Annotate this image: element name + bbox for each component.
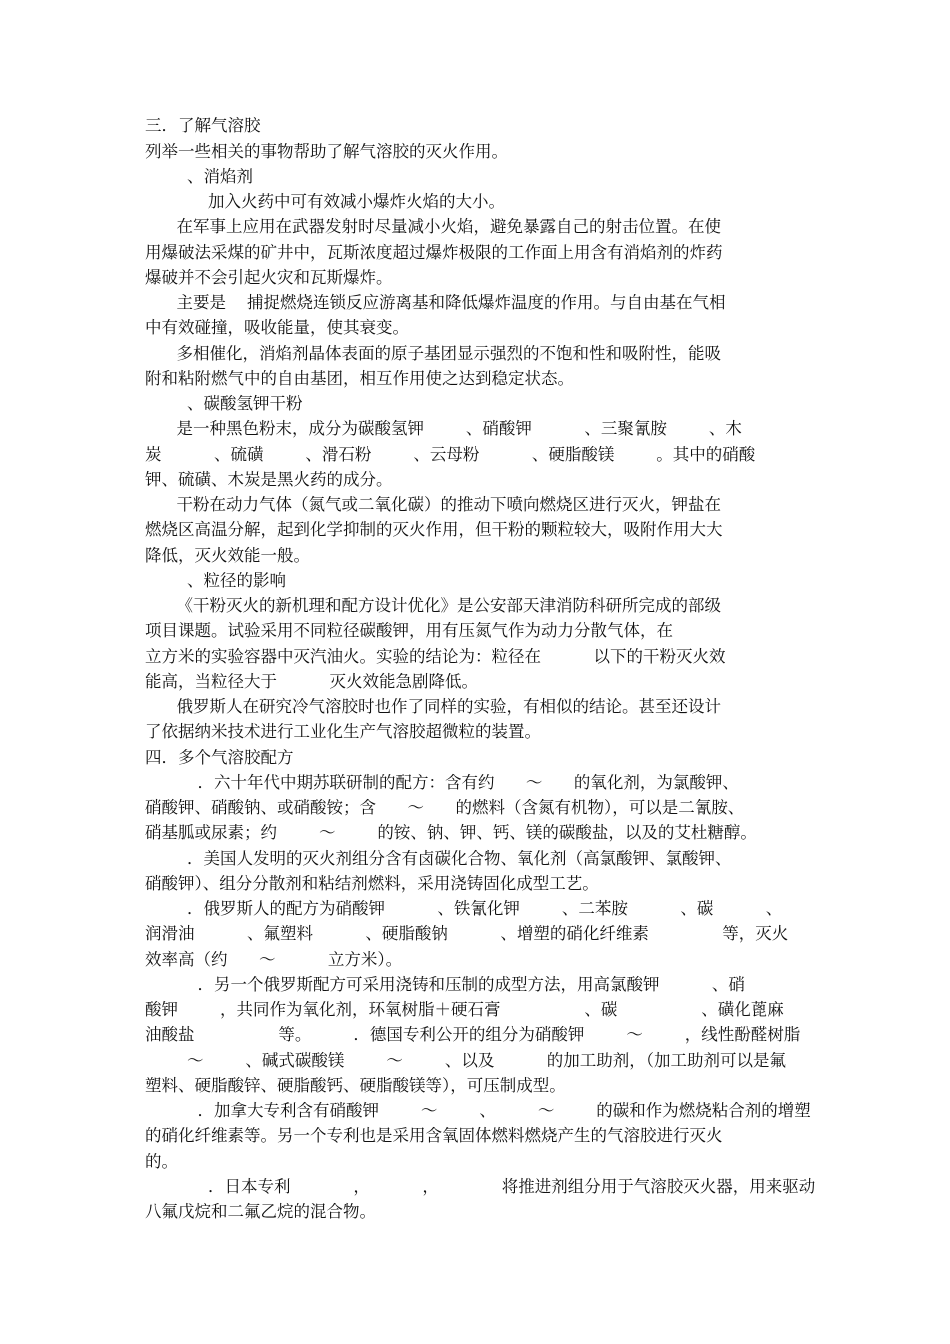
paragraph-line: 主要是 捕捉燃烧连锁反应游离基和降低爆炸温度的作用。与自由基在气相 — [145, 293, 726, 312]
paragraph-line: 加入火药中可有效减小爆炸火焰的大小。 — [145, 192, 505, 211]
paragraph-line: 硝酸钾）、组分分散剂和粘结剂燃料，采用浇铸固化成型工艺。 — [145, 874, 599, 893]
subsection-heading: 、消焰剂 — [145, 167, 253, 186]
paragraph-line: 了依据纳米技术进行工业化生产气溶胶超微粒的装置。 — [145, 722, 541, 741]
paragraph-line: 俄罗斯人在研究冷气溶胶时也作了同样的实验，有相似的结论。甚至还设计 — [145, 697, 721, 716]
paragraph-line: 的。 — [145, 1152, 178, 1171]
paragraph-line: 干粉在动力气体（氮气或二氧化碳）的推动下喷向燃烧区进行灭火，钾盐在 — [145, 495, 721, 514]
paragraph-line: ．俄罗斯人的配方为硝酸钾 、铁氰化钾 、二苯胺 、碳 、 — [145, 899, 783, 918]
paragraph-line: ．六十年代中期苏联研制的配方：含有约 ～ 的氧化剂，为氯酸钾、 — [145, 773, 739, 792]
paragraph-line: 的硝化纤维素等。另一个专利也是采用含氧固体燃料燃烧产生的气溶胶进行灭火 — [145, 1126, 723, 1145]
paragraph-line: 润滑油 、氟塑料 、硬脂酸钠 、增塑的硝化纤维素 等，灭火 — [145, 924, 789, 943]
section-heading: 三．了解气溶胶 — [145, 116, 261, 135]
paragraph-line: 用爆破法采煤的矿井中，瓦斯浓度超过爆炸极限的工作面上用含有消焰剂的炸药 — [145, 243, 723, 262]
paragraph-line: ．日本专利 ， ， 将推进剂组分用于气溶胶灭火器，用来驱动 — [145, 1177, 816, 1196]
paragraph-line: 爆破并不会引起火灾和瓦斯爆炸。 — [145, 268, 393, 287]
paragraph-line: 塑料、硬脂酸锌、硬脂酸钙、硬脂酸镁等），可压制成型。 — [145, 1076, 566, 1095]
paragraph-line: 列举一些相关的事物帮助了解气溶胶的灭火作用。 — [145, 142, 508, 161]
paragraph-line: 《干粉灭火的新机理和配方设计优化》是公安部天津消防科研所完成的部级 — [145, 596, 721, 615]
paragraph-line: 钾、硫磺、木炭是黑火药的成分。 — [145, 470, 393, 489]
paragraph-line: 是一种黑色粉末，成分为碳酸氢钾 、硝酸钾 、三聚氰胺 、木 — [145, 419, 742, 438]
paragraph-line: 在军事上应用在武器发射时尽量减小火焰，避免暴露自己的射击位置。在使 — [145, 217, 721, 236]
paragraph-line: ．加拿大专利含有硝酸钾 ～ 、 ～ 的碳和作为燃烧粘合剂的增塑 — [145, 1101, 811, 1120]
paragraph-line: 硝酸钾、硝酸钠、或硝酸铵；含 ～ 的燃料（含氮有机物），可以是二氰胺、 — [145, 798, 745, 817]
paragraph-line: 多相催化，消焰剂晶体表面的原子基团显示强烈的不饱和性和吸附性，能吸 — [145, 344, 721, 363]
paragraph-line: 附和粘附燃气中的自由基团，相互作用使之达到稳定状态。 — [145, 369, 574, 388]
paragraph-line: 硝基胍或尿素；约 ～ 的铵、钠、钾、钙、镁的碳酸盐，以及的艾杜糖醇。 — [145, 823, 757, 842]
paragraph-line: ．美国人发明的灭火剂组分含有卤碳化合物、氧化剂（高氯酸钾、氯酸钾、 — [145, 849, 732, 868]
paragraph-line: 酸钾 ，共同作为氧化剂，环氧树脂＋硬石膏 、碳 、磺化蓖麻 — [145, 1000, 784, 1019]
paragraph-line: 中有效碰撞，吸收能量，使其衰变。 — [145, 318, 409, 337]
paragraph-line: 项目课题。试验采用不同粒径碳酸钾，用有压氮气作为动力分散气体，在 — [145, 621, 673, 640]
paragraph-line: 立方米的实验容器中灭汽油火。实验的结论为：粒径在 以下的干粉灭火效 — [145, 647, 726, 666]
paragraph-line: ．另一个俄罗斯配方可采用浇铸和压制的成型方法，用高氯酸钾 、硝 — [145, 975, 745, 994]
paragraph-line: 油酸盐 等。 ．德国专利公开的组分为硝酸钾 ～ ，线性酚醛树脂 — [145, 1025, 801, 1044]
paragraph-line: 燃烧区高温分解，起到化学抑制的灭火作用，但干粉的颗粒较大，吸附作用大大 — [145, 520, 723, 539]
section-heading: 四．多个气溶胶配方 — [145, 748, 294, 767]
paragraph-line: 降低，灭火效能一般。 — [145, 546, 310, 565]
paragraph-line: 能高，当粒径大于 灭火效能急剧降低。 — [145, 672, 478, 691]
subsection-heading: 、碳酸氢钾干粉 — [145, 394, 303, 413]
subsection-heading: 、粒径的影响 — [145, 571, 286, 590]
paragraph-line: 八氟戊烷和二氟乙烷的混合物。 — [145, 1202, 376, 1221]
paragraph-line: 炭 、硫磺 、滑石粉 、云母粉 、硬脂酸镁 。其中的硝酸 — [145, 445, 756, 464]
paragraph-line: ～ 、碱式碳酸镁 ～ 、以及 的加工助剂，（加工助剂可以是氟 — [145, 1051, 787, 1070]
paragraph-line: 效率高（约 ～ 立方米）。 — [145, 950, 403, 969]
